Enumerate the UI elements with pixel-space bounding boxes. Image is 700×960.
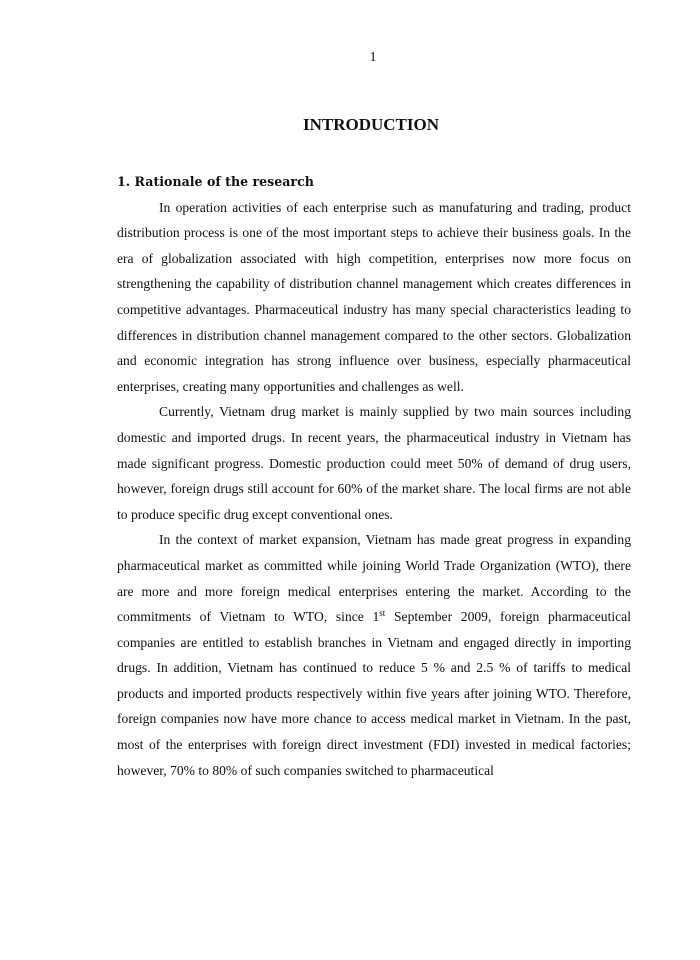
paragraph-3-part-1: In the context of market expansion, Vietnam has made great progress in expanding pharmaceutical market as committed while joining World Trade Organization (WTO), there are more and more foreign medical enterprises entering the market. According to the commitments of Vietnam to WTO, since 1 [117, 532, 631, 625]
paragraph-3-part-2: September 2009, foreign pharmaceutical companies are entitled to establish branches in Vietnam and engaged directly in importing drugs. In addition, Vietnam has continued to reduce 5 % and 2.5 % of tariffs to medical products and imported products respectively within five years after joining WTO. Therefore, foreign companies now have more chance to access medical market in Vietnam. In the past, most of the enterprises with foreign direct investment (FDI) invested in medical factories; however, 70% to 80% of such companies switched to pharmaceutical [117, 609, 631, 778]
paragraph-1: In operation activities of each enterprise such as manufaturing and trading, product distribution process is one of the most important steps to achieve their business goals. In the era of globalization associated with high competition, enterprises now more focus on strengthening the capability of distribution channel management which creates differences in competitive advantages. Pharmaceutical industry has many special characteristics leading to differences in distribution channel management compared to the other sectors. Globalization and economic integration has strong influence over business, especially pharmaceutical enterprises, creating many opportunities and challenges as well. [117, 199, 631, 394]
paragraph-3 [117, 527, 631, 783]
page-number: 1 [369, 50, 377, 65]
paragraph-2: Currently, Vietnam drug market is mainly supplied by two main sources including domestic and imported drugs. In recent years, the pharmaceutical industry in Vietnam has made significant progress. Domestic production could meet 50% of demand of drug users, however, foreign drugs still account for 60% of the market share. The local firms are not able to produce specific drug except conventional ones. [117, 404, 631, 522]
document-body [117, 169, 631, 783]
ordinal-superscript: st [379, 608, 386, 619]
page-title: INTRODUCTION [302, 115, 440, 134]
section-heading: 1. Rationale of the research [117, 174, 314, 189]
